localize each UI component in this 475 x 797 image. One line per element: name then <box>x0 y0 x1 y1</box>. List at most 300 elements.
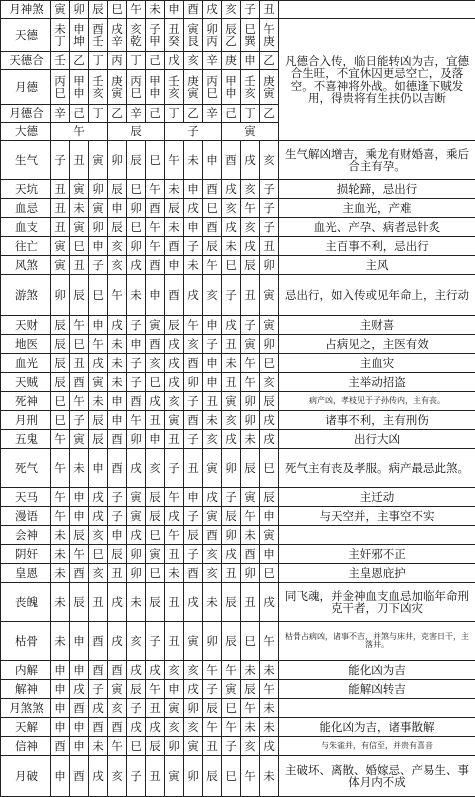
note-cell: 与天空并，主事空不实 <box>279 507 475 526</box>
note-cell: 出行大凶 <box>279 430 475 449</box>
branch-cell: 己 <box>70 105 89 123</box>
table-row <box>1 316 475 335</box>
branch-cell: 申 <box>203 316 222 335</box>
table-row <box>1 199 475 218</box>
branch-cell: 辰 <box>203 756 222 797</box>
branch-cell: 酉 <box>70 756 89 797</box>
note-cell: 主血光，产难 <box>279 199 475 218</box>
table-row <box>1 449 475 488</box>
row-name: 天解 <box>1 718 51 737</box>
branch-cell: 辛 <box>51 105 70 123</box>
branch-cell: 午 <box>51 488 70 507</box>
branch-cell: 巳 <box>222 699 241 718</box>
branch-cell: 戌 <box>108 316 127 335</box>
branch-cell: 午 <box>241 507 260 526</box>
branch-cell: 戌 <box>260 411 279 430</box>
branch-cell: 酉 壬 <box>89 19 108 52</box>
branch-cell: 巳 <box>241 622 260 661</box>
branch-cell: 午 <box>70 316 89 335</box>
branch-cell: 申 <box>70 622 89 661</box>
note-cell: 能解凶转吉 <box>279 680 475 699</box>
branch-cell: 丑 <box>203 392 222 411</box>
branch-cell: 酉 <box>146 256 165 275</box>
branch-cell: 子 <box>70 411 89 430</box>
branch-cell: 丁 <box>165 105 184 123</box>
branch-cell: 卯 <box>260 256 279 275</box>
branch-cell: 申 <box>108 411 127 430</box>
branch-cell: 亥 乾 <box>127 19 146 52</box>
branch-cell: 未 <box>89 392 108 411</box>
note-cell: 同飞魂，并金神血支血忌加临年命刑克干者，刀下凶灾 <box>279 583 475 622</box>
branch-cell: 子 <box>184 507 203 526</box>
branch-cell: 寅 <box>89 373 108 392</box>
table-row <box>1 545 475 564</box>
branch-cell: 午 <box>127 411 146 430</box>
branch-cell: 卯 <box>184 756 203 797</box>
branch-cell: 戌 <box>165 373 184 392</box>
branch-cell: 庚 寅 <box>108 70 127 105</box>
branch-cell: 戌 <box>165 335 184 354</box>
branch-cell: 亥 <box>222 411 241 430</box>
row-name: 月煞煞 <box>1 699 51 718</box>
branch-cell: 申 <box>89 237 108 256</box>
branch-cell: 甲 申 <box>222 70 241 105</box>
branch-cell: 辰 <box>108 545 127 564</box>
row-name: 月破 <box>1 756 51 797</box>
branch-cell: 酉 <box>241 545 260 564</box>
branch-cell: 寅 <box>260 275 279 316</box>
branch-group-cell: 午 <box>51 123 108 141</box>
branch-cell: 巳 <box>127 737 146 756</box>
branch-cell: 乙 <box>184 105 203 123</box>
table-row <box>1 180 475 199</box>
row-name: 天德合 <box>1 52 51 70</box>
branch-cell: 亥 <box>165 718 184 737</box>
branch-cell: 子 <box>203 335 222 354</box>
note-cell: 病产凶，孝枝见于子孙传内，主有丧。 <box>279 392 475 411</box>
note-cell: 主举动招盗 <box>279 373 475 392</box>
branch-cell: 亥 <box>184 718 203 737</box>
branch-cell: 辰 <box>89 411 108 430</box>
branch-cell: 未 <box>165 218 184 237</box>
branch-cell: 酉 <box>108 718 127 737</box>
branch-cell: 巳 <box>127 218 146 237</box>
table-row <box>1 141 475 180</box>
branch-cell: 子 <box>184 237 203 256</box>
branch-cell: 辰 <box>70 526 89 545</box>
table-row <box>1 564 475 583</box>
branch-cell: 戌 <box>203 488 222 507</box>
branch-cell: 午 庚 <box>260 19 279 52</box>
branch-cell: 丑 <box>165 430 184 449</box>
branch-cell: 未 <box>146 1 165 19</box>
branch-cell: 酉 <box>89 622 108 661</box>
branch-cell: 辰 <box>89 430 108 449</box>
branch-cell: 未 <box>165 180 184 199</box>
branch-cell: 庚 寅 <box>184 70 203 105</box>
branch-cell: 丙 巳 <box>127 70 146 105</box>
branch-cell: 子 <box>127 354 146 373</box>
note-cell: 与朱雀并，有信至，并贵有喜音 <box>279 737 475 756</box>
table-row <box>1 507 475 526</box>
branch-cell: 酉 <box>70 373 89 392</box>
branch-cell: 亥 <box>260 373 279 392</box>
row-name: 风煞 <box>1 256 51 275</box>
branch-cell: 戌 <box>127 661 146 680</box>
branch-cell: 申 <box>70 661 89 680</box>
branch-cell: 午 <box>89 335 108 354</box>
row-name: 天坑 <box>1 180 51 199</box>
branch-cell: 申 <box>51 756 70 797</box>
table-row <box>1 256 475 275</box>
branch-cell: 巳 <box>146 373 165 392</box>
branch-cell: 戌 <box>127 449 146 488</box>
row-name: 月德合 <box>1 105 51 123</box>
row-name: 漫语 <box>1 507 51 526</box>
branch-cell: 申 <box>51 680 70 699</box>
branch-cell: 午 <box>146 237 165 256</box>
branch-cell: 巳 <box>89 545 108 564</box>
branch-cell: 午 <box>203 718 222 737</box>
branch-cell: 辰 <box>222 583 241 622</box>
branch-cell: 亥 <box>108 699 127 718</box>
note-cell: 血光、产孕、病者忌针炙 <box>279 218 475 237</box>
note-cell: 主财喜 <box>279 316 475 335</box>
branch-cell: 亥 <box>222 199 241 218</box>
branch-cell: 庚 <box>222 52 241 70</box>
table-row <box>1 354 475 373</box>
branch-cell: 辰 <box>146 737 165 756</box>
branch-cell: 丙 <box>108 52 127 70</box>
branch-cell: 申 <box>70 507 89 526</box>
branch-cell: 未 <box>51 545 70 564</box>
branch-cell: 巳 <box>146 141 165 180</box>
branch-cell: 未 <box>108 354 127 373</box>
branch-cell: 戌 <box>108 583 127 622</box>
note-cell: 主皇恩庇护 <box>279 564 475 583</box>
branch-cell: 乙 <box>70 52 89 70</box>
table-row <box>1 699 475 718</box>
branch-cell: 丑 <box>89 583 108 622</box>
branch-cell: 乙 <box>260 105 279 123</box>
note-cell: 主百事不利，忌出行 <box>279 237 475 256</box>
branch-cell: 丑 <box>184 449 203 488</box>
branch-cell: 酉 <box>165 237 184 256</box>
branch-cell: 亥 <box>184 661 203 680</box>
branch-cell: 寅 <box>260 316 279 335</box>
branch-cell: 戌 <box>146 718 165 737</box>
note-cell: 生气解凶增吉，乘龙有财婚喜，乘后合主有孕。 <box>279 141 475 180</box>
branch-cell: 壬 亥 <box>165 70 184 105</box>
branch-group-cell: 寅 <box>222 123 279 141</box>
branch-cell: 酉 <box>51 737 70 756</box>
branch-cell: 戌 <box>184 583 203 622</box>
branch-cell: 辰 <box>51 335 70 354</box>
row-name: 生气 <box>1 141 51 180</box>
branch-cell: 申 <box>51 661 70 680</box>
branch-cell: 午 <box>184 316 203 335</box>
note-cell: 主迁动 <box>279 488 475 507</box>
branch-cell: 寅 艮 <box>184 19 203 52</box>
branch-cell: 申 <box>51 718 70 737</box>
branch-cell: 寅 <box>241 335 260 354</box>
branch-cell: 戌 <box>222 430 241 449</box>
branch-cell: 辰 <box>184 526 203 545</box>
branch-cell: 未 <box>184 141 203 180</box>
branch-cell: 酉 <box>165 275 184 316</box>
branch-cell: 未 <box>127 275 146 316</box>
branch-cell: 己 <box>222 105 241 123</box>
branch-cell: 申 <box>165 1 184 19</box>
branch-cell: 巳 <box>260 449 279 488</box>
branch-cell: 亥 <box>146 449 165 488</box>
branch-cell: 亥 <box>146 354 165 373</box>
branch-cell: 子 <box>127 373 146 392</box>
branch-cell: 午 <box>51 507 70 526</box>
branch-cell: 寅 <box>241 488 260 507</box>
branch-cell: 亥 <box>241 218 260 237</box>
branch-cell: 丑 <box>51 180 70 199</box>
branch-cell: 酉 <box>108 661 127 680</box>
branch-cell: 子 <box>165 449 184 488</box>
table-row <box>1 392 475 411</box>
branch-cell: 亥 <box>260 141 279 180</box>
branch-cell: 卯 <box>127 430 146 449</box>
branch-cell: 午 <box>70 545 89 564</box>
branch-cell: 申 <box>51 699 70 718</box>
branch-cell: 午 <box>241 756 260 797</box>
branch-cell: 未 <box>241 430 260 449</box>
branch-cell: 丑 <box>222 564 241 583</box>
note-cell: 主破坏、离散、婚嫁忌、产易生、事体月内不成 <box>279 756 475 797</box>
branch-cell: 未 <box>260 699 279 718</box>
branch-cell: 子 <box>108 488 127 507</box>
branch-cell: 寅 <box>70 180 89 199</box>
branch-cell: 亥 <box>203 564 222 583</box>
table-row <box>1 275 475 316</box>
branch-cell: 未 丁 <box>51 19 70 52</box>
branch-cell: 戌 <box>108 622 127 661</box>
branch-cell: 辛 <box>127 105 146 123</box>
branch-cell: 卯 <box>127 237 146 256</box>
note-cell: 能化凶为吉，诸事散解 <box>279 718 475 737</box>
branch-cell: 子 <box>260 218 279 237</box>
branch-cell: 卯 <box>222 449 241 488</box>
row-name: 血忌 <box>1 199 51 218</box>
row-name: 丧魄 <box>1 583 51 622</box>
branch-cell: 申 <box>203 373 222 392</box>
branch-cell: 寅 <box>70 430 89 449</box>
branch-cell: 子 <box>184 545 203 564</box>
branch-cell: 戌 <box>89 699 108 718</box>
branch-cell: 酉 <box>146 199 165 218</box>
row-name: 血支 <box>1 218 51 237</box>
branch-cell: 未 <box>70 449 89 488</box>
branch-cell: 午 <box>165 141 184 180</box>
row-name: 天马 <box>1 488 51 507</box>
branch-cell: 午 <box>165 488 184 507</box>
branch-cell: 己 <box>146 105 165 123</box>
branch-cell: 辰 <box>70 583 89 622</box>
branch-cell: 子 <box>108 507 127 526</box>
branch-cell: 亥 <box>89 526 108 545</box>
branch-cell: 未 <box>127 583 146 622</box>
note-cell: 主血灾 <box>279 354 475 373</box>
branch-cell: 戌 <box>89 488 108 507</box>
branch-cell: 寅 <box>51 1 70 19</box>
branch-cell: 卯 <box>184 373 203 392</box>
branch-cell: 丑 <box>146 699 165 718</box>
branch-cell: 未 <box>108 335 127 354</box>
branch-cell: 未 <box>241 526 260 545</box>
branch-cell: 巳 巽 <box>241 19 260 52</box>
branch-cell: 寅 <box>222 392 241 411</box>
branch-cell: 卯 <box>70 1 89 19</box>
branch-cell: 卯 <box>127 564 146 583</box>
branch-cell: 巳 <box>222 256 241 275</box>
branch-cell: 酉 <box>203 180 222 199</box>
branch-cell: 戌 <box>165 507 184 526</box>
branch-cell: 申 <box>203 141 222 180</box>
table-row <box>1 737 475 756</box>
branch-cell: 巳 <box>108 1 127 19</box>
branch-cell: 申 <box>165 680 184 699</box>
branch-cell: 丑 <box>260 237 279 256</box>
branch-cell: 丙 巳 <box>51 70 70 105</box>
note-cell: 诸事不利，主有刑伤 <box>279 411 475 430</box>
branch-cell: 午 <box>241 199 260 218</box>
branch-cell: 酉 <box>89 718 108 737</box>
branch-cell: 巳 <box>51 392 70 411</box>
branch-cell: 未 <box>241 661 260 680</box>
branch-cell: 寅 <box>203 507 222 526</box>
branch-cell: 辰 <box>108 180 127 199</box>
branch-cell: 卯 <box>51 275 70 316</box>
branch-cell: 巳 <box>260 354 279 373</box>
branch-cell: 辰 <box>146 488 165 507</box>
branch-cell: 申 <box>89 316 108 335</box>
branch-cell: 卯 <box>241 411 260 430</box>
branch-cell: 丑 <box>70 354 89 373</box>
branch-cell: 午 <box>70 392 89 411</box>
branch-cell: 丑 <box>165 622 184 661</box>
branch-cell: 戌 <box>203 1 222 19</box>
branch-cell: 未 <box>203 411 222 430</box>
branch-cell: 子 <box>127 699 146 718</box>
branch-cell: 丑 癸 <box>165 19 184 52</box>
branch-cell: 未 <box>51 622 70 661</box>
row-name: 阴奸 <box>1 545 51 564</box>
note-cell: 占病见之，主医有效 <box>279 335 475 354</box>
branch-cell: 丁 <box>127 52 146 70</box>
branch-cell: 午 <box>146 218 165 237</box>
branch-cell: 未 <box>241 718 260 737</box>
table-row <box>1 488 475 507</box>
row-name: 枯骨 <box>1 622 51 661</box>
branch-cell: 亥 <box>222 1 241 19</box>
branch-cell: 子 <box>260 180 279 199</box>
branch-cell: 辰 <box>222 507 241 526</box>
branch-cell: 戌 <box>222 180 241 199</box>
branch-group-cell: 辰 <box>108 123 165 141</box>
table-row <box>1 411 475 430</box>
row-name: 内解 <box>1 661 51 680</box>
branch-cell: 戌 <box>146 392 165 411</box>
table-row <box>1 373 475 392</box>
branch-cell: 戌 <box>165 354 184 373</box>
branch-cell: 辰 <box>146 507 165 526</box>
table-row <box>1 526 475 545</box>
branch-cell: 午 <box>165 526 184 545</box>
branch-cell: 巳 <box>146 564 165 583</box>
branch-cell: 丑 <box>203 737 222 756</box>
branch-cell: 戌 <box>222 316 241 335</box>
branch-cell: 卯 <box>184 699 203 718</box>
row-name: 血光 <box>1 354 51 373</box>
row-name: 地医 <box>1 335 51 354</box>
branch-cell: 辰 <box>89 1 108 19</box>
branch-cell: 辰 <box>51 316 70 335</box>
branch-cell: 辰 <box>260 392 279 411</box>
branch-cell: 丙 巳 <box>203 70 222 105</box>
note-cell: 损轮蹄，忌出行 <box>279 180 475 199</box>
branch-cell: 子 <box>89 680 108 699</box>
branch-cell: 辰 <box>203 699 222 718</box>
branch-cell: 酉 <box>127 392 146 411</box>
branch-cell: 戌 <box>184 680 203 699</box>
branch-cell: 酉 <box>108 449 127 488</box>
branch-cell: 戌 <box>184 199 203 218</box>
branch-cell: 未 <box>51 583 70 622</box>
note-cell: 能化凶为吉 <box>279 661 475 680</box>
branch-cell: 亥 <box>165 661 184 680</box>
branch-cell: 寅 <box>184 737 203 756</box>
branch-cell: 申 <box>89 449 108 488</box>
branch-cell: 卯 <box>127 545 146 564</box>
branch-cell: 子 <box>184 430 203 449</box>
table-row <box>1 680 475 699</box>
branch-cell: 午 <box>203 661 222 680</box>
branch-cell: 卯 <box>89 218 108 237</box>
branch-cell: 酉 <box>203 218 222 237</box>
virtue-note: 凡德合入传，临日能转凶为吉，宜德合生旺，不宜休囚更忌空亡，及落空。不喜神将外战。如德逢下贼发用，得贵将有生扶仍以吉断 <box>279 19 475 141</box>
branch-cell: 酉 <box>70 699 89 718</box>
branch-cell: 巳 <box>146 526 165 545</box>
branch-cell: 酉 <box>222 141 241 180</box>
branch-cell: 辰 <box>127 141 146 180</box>
branch-cell: 戌 <box>260 737 279 756</box>
row-name: 信神 <box>1 737 51 756</box>
branch-cell: 午 <box>108 275 127 316</box>
note-cell <box>279 526 475 545</box>
branch-cell: 戌 <box>222 545 241 564</box>
branch-cell: 子 <box>241 1 260 19</box>
branch-cell: 亥 <box>165 392 184 411</box>
branch-cell: 丑 <box>241 583 260 622</box>
branch-cell: 丑 <box>260 1 279 19</box>
branch-cell: 卯 <box>260 335 279 354</box>
branch-cell: 丁 <box>89 52 108 70</box>
branch-cell: 未 <box>260 756 279 797</box>
branch-cell: 戌 <box>184 275 203 316</box>
branch-cell: 午 <box>222 661 241 680</box>
branch-cell: 寅 <box>184 622 203 661</box>
branch-cell: 子 <box>222 737 241 756</box>
branch-cell: 辛 <box>203 52 222 70</box>
branch-cell: 寅 <box>165 411 184 430</box>
branch-cell: 酉 <box>108 430 127 449</box>
branch-cell: 亥 <box>108 256 127 275</box>
